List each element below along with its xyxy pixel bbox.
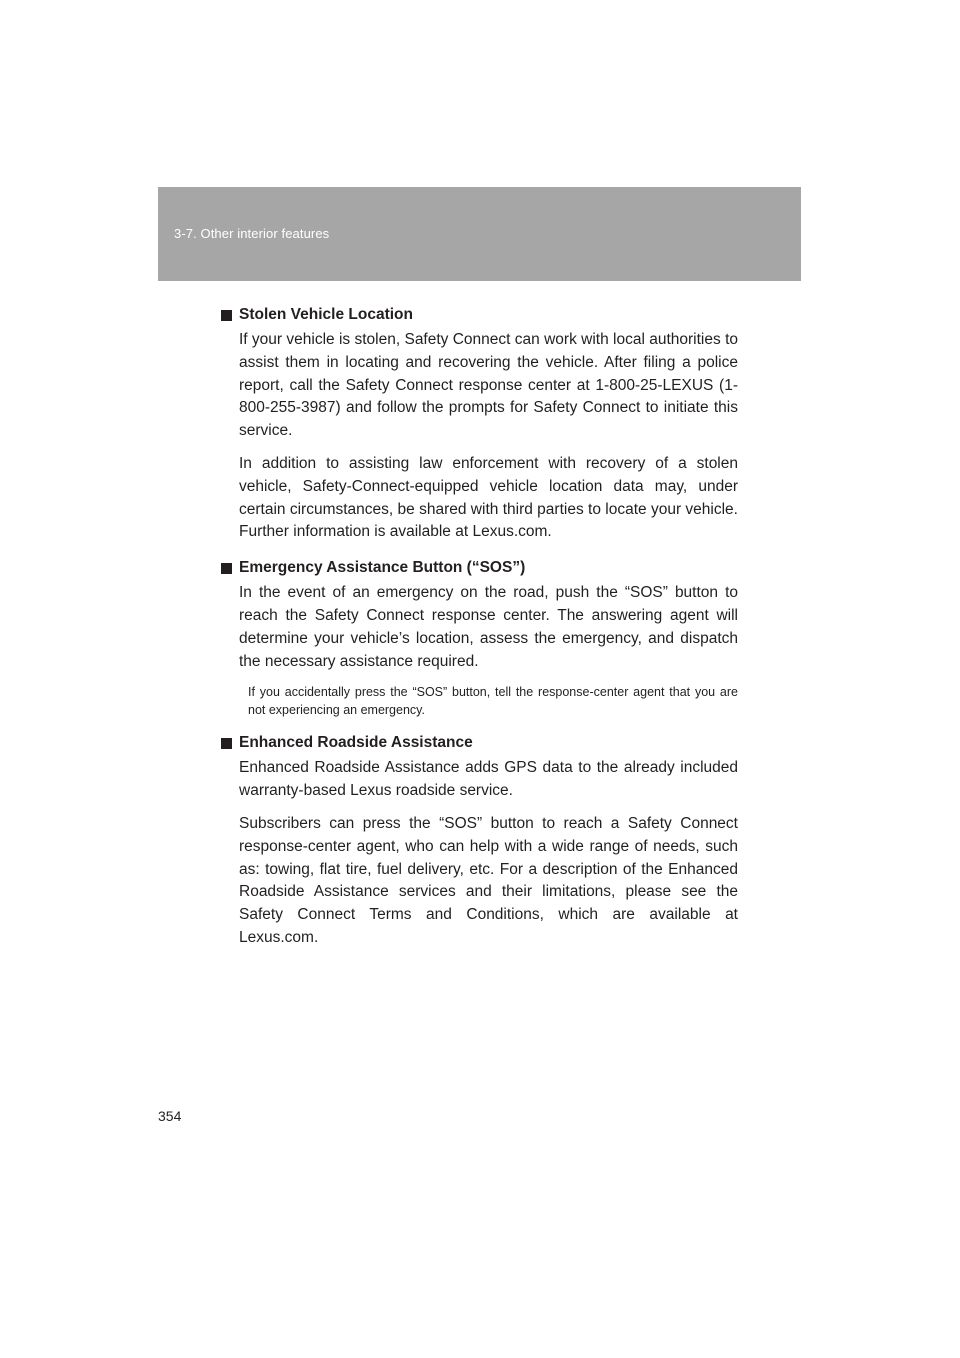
paragraph: In the event of an emergency on the road, push the “SOS” button to reach the Safety Connect response center. The answering agent will determine your vehicle’s location, assess the emergency, and dispatch the necessary assistance required.	[239, 584, 738, 670]
section-title: Enhanced Roadside Assistance	[239, 734, 473, 752]
section-label: 3-7. Other interior features	[174, 226, 330, 241]
square-bullet-icon	[221, 738, 232, 749]
section-heading	[221, 731, 738, 755]
square-bullet-icon	[221, 310, 232, 321]
section-title: Stolen Vehicle Location	[239, 306, 413, 323]
page-content	[221, 303, 738, 962]
section-title: Emergency Assistance Button (“SOS”)	[239, 559, 526, 577]
section-enhanced-roadside-assistance	[221, 731, 738, 949]
section-stolen-vehicle-location	[221, 303, 738, 544]
section-heading	[221, 303, 738, 327]
note-text: If you accidentally press the “SOS” button, tell the response-center agent that you are not experiencing an emergency.	[248, 685, 738, 718]
square-bullet-icon	[221, 563, 232, 574]
paragraph: Subscribers can press the “SOS” button to reach a Safety Connect response-center agent, who can help with a wide range of needs, such as: towing, flat tire, fuel delivery, etc. For a description of the Enhanced Roadside Assistance services and their limitations, please see the Safety Connect Terms and Conditions, which are available at Lexus.com.	[239, 814, 738, 946]
paragraph: In addition to assisting law enforcement with recovery of a stolen vehicle, Safety-Connect-equipped vehicle location data may, under certain circumstances, be shared with third parties to locate your vehicle. Further information is available at Lexus.com.	[239, 454, 738, 541]
paragraph: If your vehicle is stolen, Safety Connect can work with local authorities to assist them in locating and recovering the vehicle. After filing a police report, call the Safety Connect response center at 1-800-25-LEXUS (1-800-255-3987) and follow the prompts for Safety Connect to initiate this service.	[239, 331, 738, 440]
section-heading	[221, 556, 738, 580]
paragraph: Enhanced Roadside Assistance adds GPS data to the already included warranty-based Lexus roadside service.	[239, 759, 738, 800]
header-band	[158, 187, 801, 281]
page-number: 354	[158, 1108, 182, 1124]
section-emergency-assistance-button	[221, 556, 738, 719]
